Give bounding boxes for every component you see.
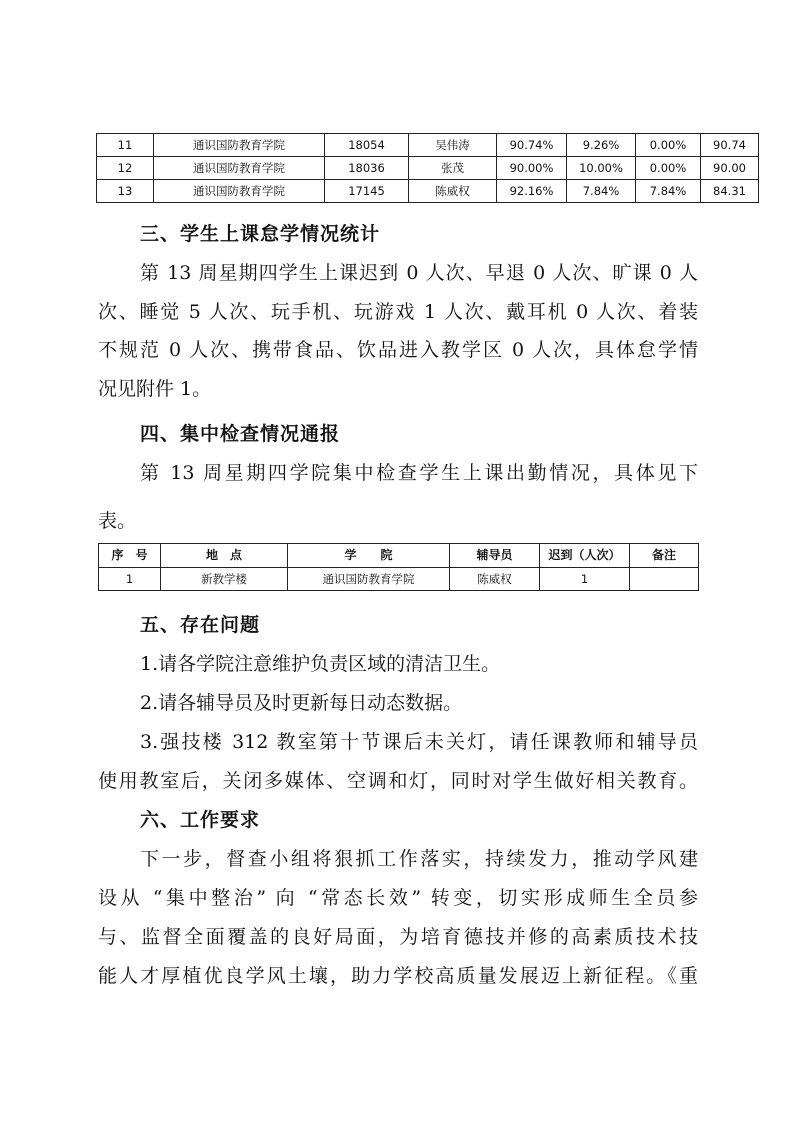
table-header-row [99, 544, 699, 568]
table-cell: 90.00% [497, 157, 567, 180]
paragraph-line: 第 13 周星期四学生上课迟到 0 人次、早退 0 人次、旷课 0 人 [140, 262, 698, 284]
section-heading-inspection-report: 四、集中检查情况通报 [140, 423, 341, 445]
paragraph-line: 表。 [98, 510, 137, 532]
table-cell: 10.00% [567, 157, 636, 180]
table-cell: 吴伟涛 [409, 134, 497, 157]
table-cell: 18036 [325, 157, 409, 180]
table-cell: 7.84% [567, 180, 636, 203]
table-cell: 12 [97, 157, 154, 180]
paragraph-line: 次、睡觉 5 人次、玩手机、玩游戏 1 人次、戴耳机 0 人次、着装 [98, 301, 698, 323]
table-cell: 92.16% [497, 180, 567, 203]
table-cell: 新教学楼 [161, 568, 288, 591]
paragraph-line: 能人才厚植优良学风土壤，助力学校高质量发展迈上新征程。《重 [98, 965, 698, 987]
table-cell: 11 [97, 134, 154, 157]
paragraph-line: 2.请各辅导员及时更新每日动态数据。 [140, 692, 463, 714]
section-heading-problems: 五、存在问题 [140, 614, 261, 636]
table-cell: 13 [97, 180, 154, 203]
paragraph-line: 第 13 周星期四学院集中检查学生上课出勤情况，具体见下 [140, 462, 698, 484]
table-row [97, 134, 759, 157]
table-cell: 1 [540, 568, 630, 591]
paragraph-line: 设从 “集中整治” 向 “常态长效” 转变，切实形成师生全员参 [98, 887, 698, 909]
paragraph-line: 1.请各学院注意维护负责区域的清洁卫生。 [140, 653, 501, 675]
table-cell: 陈威权 [409, 180, 497, 203]
column-header: 迟到（人次） [540, 544, 630, 568]
advisor-stats-table [96, 133, 759, 203]
paragraph-line: 使用教室后，关闭多媒体、空调和灯，同时对学生做好相关教育。 [98, 770, 698, 792]
table-cell: 90.00 [701, 157, 759, 180]
table-cell: 张茂 [409, 157, 497, 180]
table-cell: 通识国防教育学院 [154, 134, 325, 157]
table-cell: 7.84% [636, 180, 701, 203]
column-header: 地 点 [161, 544, 288, 568]
table-cell: 90.74% [497, 134, 567, 157]
paragraph-line: 下一步，督查小组将狠抓工作落实，持续发力，推动学风建 [140, 848, 698, 870]
table-cell: 陈威权 [450, 568, 540, 591]
table-cell: 通识国防教育学院 [288, 568, 450, 591]
table-cell: 9.26% [567, 134, 636, 157]
table-cell: 84.31 [701, 180, 759, 203]
paragraph-line: 与、监督全面覆盖的良好局面，为培育德技并修的高素质技术技 [98, 926, 698, 948]
table-cell: 0.00% [636, 157, 701, 180]
section-heading-work-requirements: 六、工作要求 [140, 809, 261, 831]
table-row [99, 568, 699, 591]
table-cell: 17145 [325, 180, 409, 203]
inspection-table [98, 543, 699, 591]
column-header: 学 院 [288, 544, 450, 568]
table-cell [630, 568, 699, 591]
paragraph-line: 3.强技楼 312 教室第十节课后未关灯，请任课教师和辅导员 [140, 731, 698, 753]
paragraph-line: 不规范 0 人次、携带食品、饮品进入教学区 0 人次，具体怠学情 [98, 339, 698, 361]
column-header: 序 号 [99, 544, 161, 568]
paragraph-line: 况见附件 1。 [98, 378, 212, 400]
table-row [97, 157, 759, 180]
section-heading-truancy-stats: 三、学生上课怠学情况统计 [140, 223, 381, 245]
column-header: 辅导员 [450, 544, 540, 568]
table-row [97, 180, 759, 203]
table-cell: 90.74 [701, 134, 759, 157]
table-cell: 0.00% [636, 134, 701, 157]
table-cell: 通识国防教育学院 [154, 157, 325, 180]
table-cell: 1 [99, 568, 161, 591]
table-cell: 通识国防教育学院 [154, 180, 325, 203]
column-header: 备注 [630, 544, 699, 568]
table-cell: 18054 [325, 134, 409, 157]
